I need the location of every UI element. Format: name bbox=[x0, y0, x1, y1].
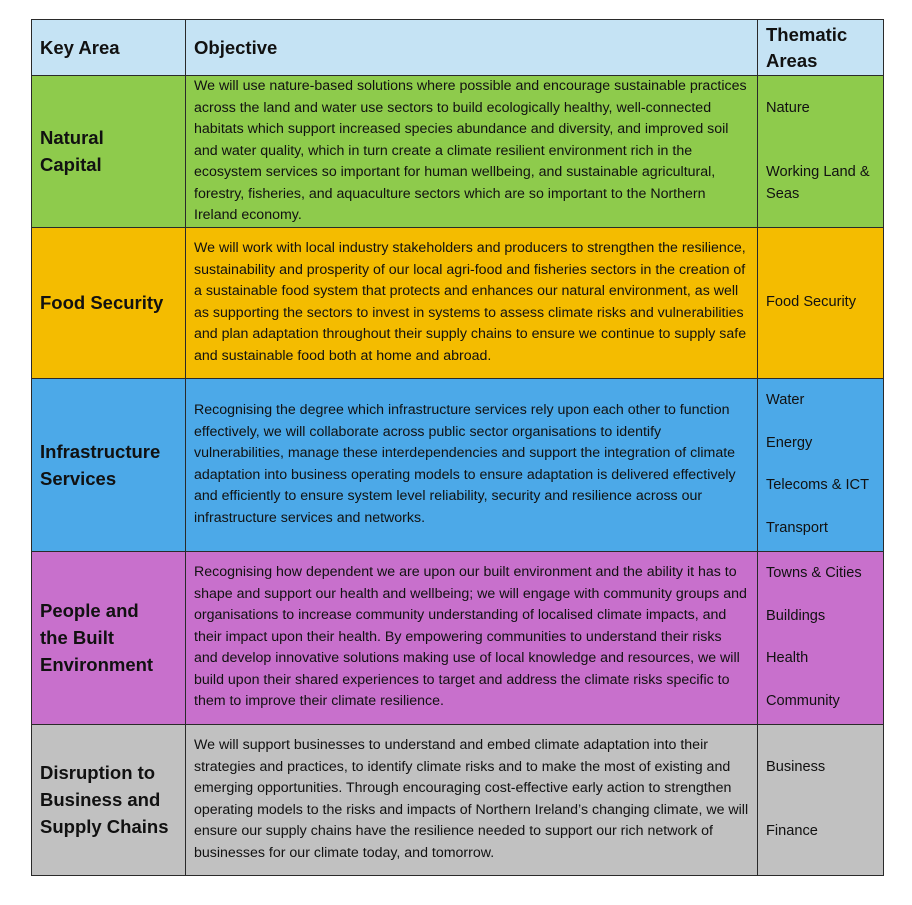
thematic-item: Water bbox=[766, 392, 805, 408]
thematic-cell bbox=[758, 551, 884, 724]
thematic-cell bbox=[758, 227, 884, 378]
table-row-infrastructure-services bbox=[32, 378, 884, 551]
key-area-cell bbox=[32, 724, 186, 875]
thematic-item: Buildings bbox=[766, 607, 826, 624]
thematic-cell bbox=[758, 724, 884, 875]
key-area-line: Environment bbox=[40, 654, 154, 675]
objective-cell: We will work with local industry stakeholders and producers to strengthen the resilience, sustainability and prosperity of our local agri-food and fisheries sectors in the creation of a sustainable food system that protects and enhances our natural environment, as well as supporting the sectors to invest in systems to assess climate risks and vulnerabilities and plan adaptation throughout their supply chains to ensure we continue to supply safe and sustainable food both at home and abroad. bbox=[186, 227, 758, 378]
table-row-disruption-business bbox=[32, 724, 884, 875]
objective-cell: Recognising the degree which infrastructure services rely upon each other to function effectively, we will collaborate across public sector organisations to identify vulnerabilities, manage these interdependencies and support the integration of climate adaptation into business operating models to ensure adaptation is delivered effectively and efficiently to ensure system level reliability, security and resilience across our infrastructure services and networks. bbox=[186, 378, 758, 551]
key-area-line: People and bbox=[40, 600, 139, 621]
thematic-item: Working Land & Seas bbox=[766, 164, 870, 202]
table-row-food-security bbox=[32, 227, 884, 378]
objective-cell: Recognising how dependent we are upon our built environment and the ability it has to shape and support our health and wellbeing; we will engage with community groups and organisations to increase community understanding of localised climate impacts, and their impact upon their health. By empowering communities to understand their risks and develop innovative solutions making use of local knowledge and resources, we will build upon their shared experiences to target and address the climate risks specific to them to improve their climate resilience. bbox=[186, 551, 758, 724]
header-key-area: Key Area bbox=[32, 20, 186, 76]
header-objective: Objective bbox=[186, 20, 758, 76]
key-area-cell bbox=[32, 378, 186, 551]
thematic-item: Towns & Cities bbox=[766, 565, 862, 581]
key-area-line: Disruption to bbox=[40, 762, 156, 783]
thematic-item: Transport bbox=[766, 519, 828, 536]
key-area-line: Supply Chains bbox=[40, 816, 169, 837]
key-area-line: the Built bbox=[40, 627, 114, 648]
key-area-line: Business and bbox=[40, 789, 161, 810]
key-area-cell bbox=[32, 76, 186, 228]
climate-adaptation-table bbox=[31, 19, 884, 876]
thematic-item: Energy bbox=[766, 434, 813, 451]
key-area-line: Capital bbox=[40, 154, 102, 176]
thematic-item: Food Security bbox=[766, 293, 857, 310]
thematic-cell bbox=[758, 76, 884, 228]
thematic-item: Nature bbox=[766, 99, 810, 116]
key-area-cell bbox=[32, 551, 186, 724]
thematic-item: Telecoms & ICT bbox=[766, 477, 869, 493]
key-area-line: Food Security bbox=[40, 292, 164, 313]
key-area-line: Services bbox=[40, 467, 117, 489]
thematic-item: Business bbox=[766, 758, 826, 775]
header-thematic-areas: Thematic Areas bbox=[758, 20, 884, 76]
key-area-line: Natural bbox=[40, 127, 104, 149]
objective-cell: We will use nature-based solutions where possible and encourage sustainable practices across the land and water use sectors to build ecologically healthy, well-connected habitats which support increased species abundance and diversity, and improved soil and water quality, which in turn create a climate resilient environment rich in the ecosystem services so important for human wellbeing, and sustainable agricultural, forestry, fisheries, and aquaculture sectors which are so important to the Northern Ireland economy. bbox=[186, 76, 758, 228]
key-area-line: Infrastructure bbox=[40, 440, 161, 462]
header-row bbox=[32, 20, 884, 76]
thematic-item: Health bbox=[766, 650, 809, 666]
objective-cell: We will support businesses to understand and embed climate adaptation into their strategies and practices, to identify climate risks and to make the most of existing and emerging opportunities. Through encouraging cost-effective early action to strengthen operating models to the risks and impacts of Northern Ireland’s changing climate, we will ensure our supply chains have the resilience needed to support our rich network of businesses for our climate today, and tomorrow. bbox=[186, 724, 758, 875]
thematic-item: Community bbox=[766, 692, 840, 709]
table-row-people-built-environment bbox=[32, 551, 884, 724]
table-row-natural-capital bbox=[32, 76, 884, 228]
thematic-cell bbox=[758, 378, 884, 551]
key-area-cell bbox=[32, 227, 186, 378]
thematic-item: Finance bbox=[766, 823, 818, 839]
